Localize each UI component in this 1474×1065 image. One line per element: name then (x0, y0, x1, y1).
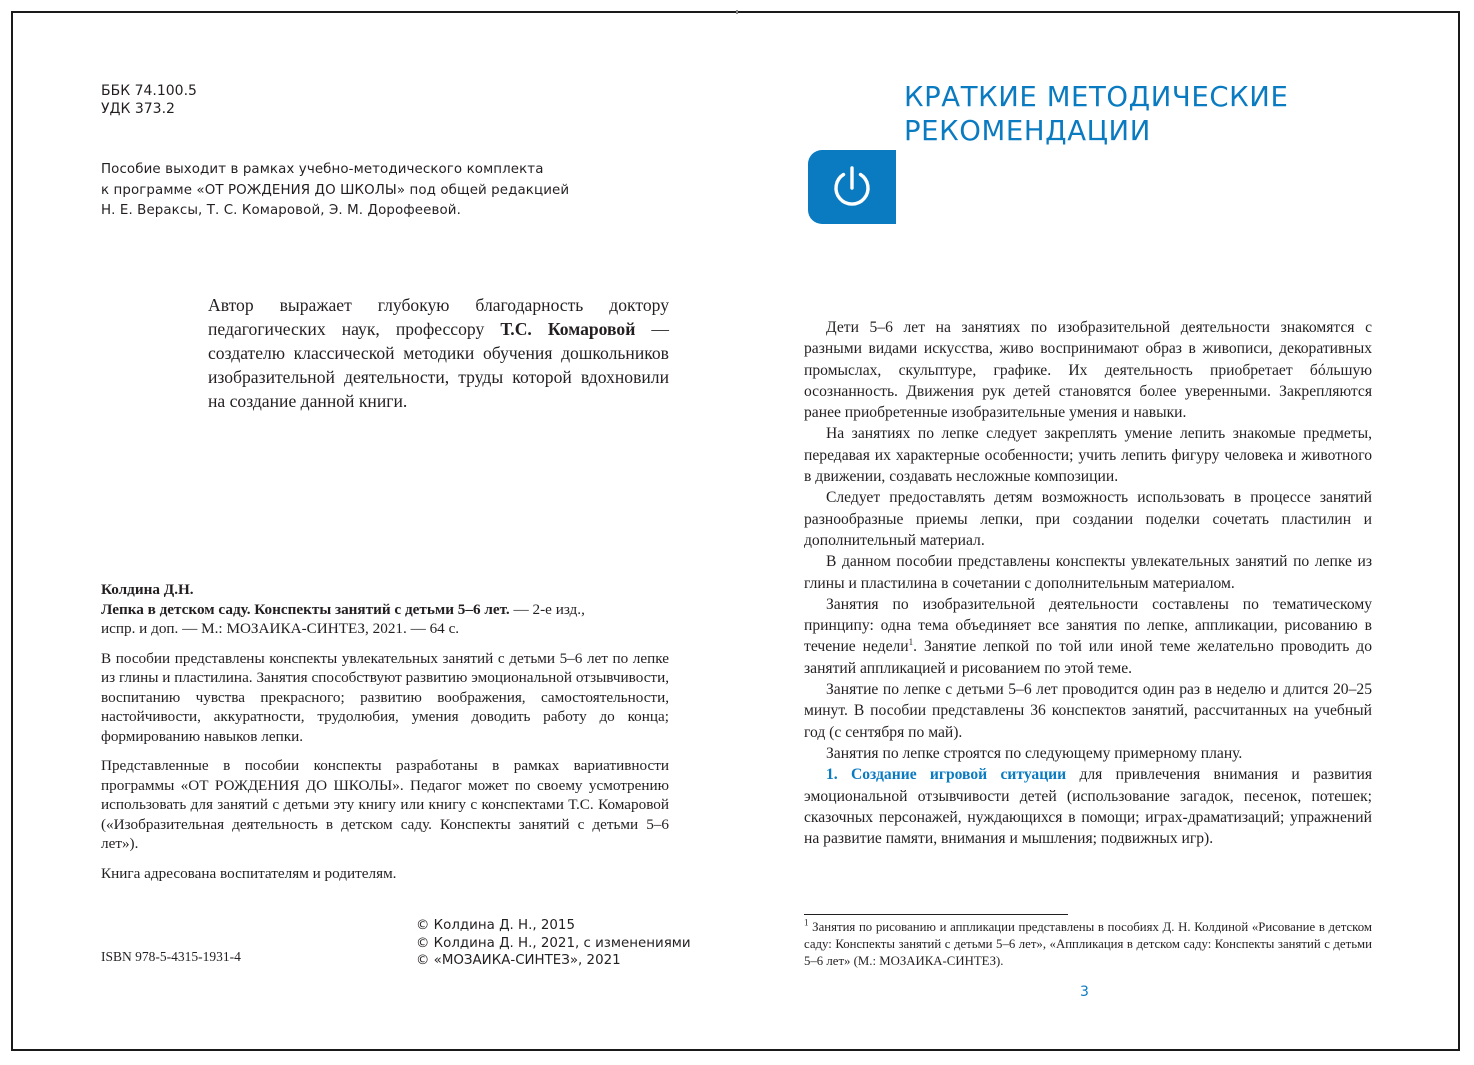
section-title-line: КРАТКИЕ МЕТОДИЧЕСКИЕ (904, 81, 1289, 113)
series-note-line: к программе «ОТ РОЖДЕНИЯ ДО ШКОЛЫ» под общей редакцией (101, 182, 570, 198)
bbk-code: ББК 74.100.5 (101, 83, 197, 99)
biblio-title-line (101, 600, 669, 620)
plan-item-heading: 1. Создание игровой ситуации (826, 766, 1067, 784)
copyright-line: © Колдина Д. Н., 2015 (416, 918, 575, 933)
footnote-mark: 1 (804, 917, 809, 928)
biblio-title: Лепка в детском саду. Конспекты занятий с детьми 5–6 лет. (101, 600, 510, 618)
copyright-line: © «МОЗАИКА-СИНТЕЗ», 2021 (416, 953, 621, 969)
footnote-divider (804, 914, 1068, 915)
section-title-line: РЕКОМЕНДАЦИИ (904, 115, 1151, 147)
power-icon (828, 163, 876, 211)
body-paragraph: В данном пособии представлены конспекты увлекательных занятий по лепке из глины и пластилина в сочетании с дополнительным материалом. (804, 553, 1372, 592)
body-text: Занятия по изобразительной деятельности составлены по тематическому принципу: одна тема объединяет все занятия по лепке, аппликации, рисованию в течение недели (804, 595, 1372, 656)
body-paragraph: На занятиях по лепке следует закреплять умение лепить знакомые предметы, передавая их характерные особенности; учить лепить фигуру человека и животного в движении, создавать несложные композиции. (804, 425, 1372, 486)
series-note-line: Пособие выходит в рамках учебно-методического комплекта (101, 162, 544, 177)
body-paragraph: Занятие по лепке с детьми 5–6 лет проводится один раз в неделю и длится 20–25 минут. В пособии представлены 36 конспектов занятий, рассчитанных на учебный год (с сентября по май). (804, 681, 1372, 741)
biblio-edition: — 2-е изд., (509, 600, 585, 618)
footnote-ref[interactable]: 1 (908, 637, 914, 648)
footnote (804, 919, 1372, 970)
plan-item (804, 764, 1372, 849)
copyright-block (416, 917, 691, 970)
acknowledgement-name: Т.С. Комаровой (500, 319, 636, 339)
isbn: ISBN 978-5-4315-1931-4 (101, 949, 241, 964)
classification-codes (101, 82, 197, 118)
body-paragraph (804, 594, 1372, 679)
series-note (101, 160, 569, 222)
acknowledgement-text: Автор выражает глубокую благодарность доктору педагогических наук, профессору (208, 295, 669, 339)
biblio-author: Колдина Д.Н. (101, 581, 194, 598)
bibliographic-record (101, 580, 669, 893)
biblio-annotation: В пособии представлены конспекты увлекательных занятий с детьми 5–6 лет по лепке из глины и пластилина. Занятия способствуют развитию эмоциональной отзывчивости, воспитанию чувства прекрасного; развитию воображения, самостоятельности, настойчивости, аккуратности, трудолюбия, умения доводить работу до конца; формированию навыков лепки. (101, 649, 669, 745)
page-fold-mark (736, 10, 738, 14)
udk-code: УДК 373.2 (101, 101, 175, 117)
body-text: . Занятие лепкой по той или иной теме желательно проводить до занятий аппликацией и рисованием по этой теме. (804, 638, 1372, 677)
copyright-line: © Колдина Д. Н., 2021, с изменениями (416, 935, 691, 951)
footnote-text: Занятия по рисованию и аппликации представлены в пособиях Д. Н. Колдиной «Рисование в детском саду: Конспекты занятий с детьми 5–6 лет», «Аппликация в детском саду: Конспекты занятий с детьми 5–6 лет» (М.: МОЗАИКА-СИНТЕЗ). (804, 920, 1372, 968)
body-paragraph: Занятия по лепке строятся по следующему примерному плану. (826, 744, 1243, 762)
biblio-annotation: Представленные в пособии конспекты разработаны в рамках вариативности программы «ОТ РОЖДЕНИЯ ДО ШКОЛЫ». Педагог может по своему усмотрению использовать для занятий с детьми эту книгу или книгу с конспектами Т.С. Комаровой («Изобразительная деятельность в детском саду. Конспекты занятий с детьми 5–6 лет»). (101, 757, 669, 852)
section-title (904, 80, 1288, 148)
body-paragraph: Следует предоставлять детям возможность использовать в процессе занятий разнообразные приемы лепки, при создании поделки сочетать пластилин и дополнительный материал. (804, 489, 1372, 549)
plan-item-text: для привлечения внимания и развития эмоциональной отзывчивости детей (использование загадок, песенок, потешек; сказочных персонажей, нуждающихся в помощи; играх-драматизаций; упражнений на развитие памяти, внимания и мышления; подвижных игр). (804, 766, 1372, 848)
section-body (804, 317, 1372, 849)
biblio-audience: Книга адресована воспитателям и родителям. (101, 864, 397, 882)
acknowledgement (208, 293, 669, 413)
body-paragraph: Дети 5–6 лет на занятиях по изобразительной деятельности знакомятся с разными видами искусства, живо воспринимают образ в живописи, декоративных промыслах, скульптуре, графике. Их деятельность приобретает бóльшую осознанность. Движения рук детей становятся более уверенными. Закрепляются ранее приобретенные изобразительные умения и навыки. (804, 319, 1372, 422)
page-number: 3 (1080, 984, 1089, 1000)
biblio-publisher: испр. и доп. — М.: МОЗАИКА-СИНТЕЗ, 2021. — 64 с. (101, 620, 460, 637)
series-note-line: Н. Е. Вераксы, Т. С. Комаровой, Э. М. Дорофеевой. (101, 203, 461, 218)
acknowledgement-text: — создателю классической методики обучения дошкольников изобразительной деятельности, труды которой вдохновили на создание данной книги. (208, 319, 670, 411)
section-badge (808, 150, 896, 224)
